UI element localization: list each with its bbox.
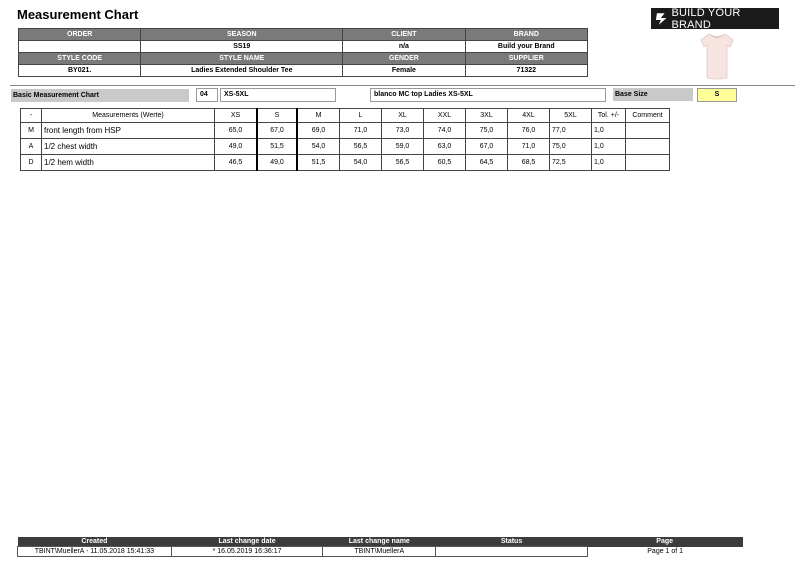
cell-xl: 56,5 [382,155,424,171]
footer-last-change-name-label: Last change name [323,537,436,547]
cell-comment [626,139,670,155]
cell-tolerance: 1,0 [592,155,626,171]
col-header-5xl: 5XL [550,109,592,123]
measurement-table [20,108,670,171]
col-header-measurement: Measurements (Werte) [42,109,215,123]
col-header-code: - [21,109,42,123]
cell-xs: 49,0 [215,139,258,155]
tshirt-thumbnail-icon [697,31,737,81]
cell-m: 51,5 [297,155,340,171]
row-code: M [21,123,42,139]
basic-chart-description-field: blanco MC top Ladies XS-5XL [370,88,606,102]
order-info-table [18,28,588,77]
season-label: SEASON [141,29,343,41]
cell-l: 54,0 [340,155,382,171]
brand-logo [651,8,779,29]
footer-created-label: Created [18,537,172,547]
col-header-comment: Comment [626,109,670,123]
order-label: ORDER [19,29,141,41]
season-value: SS19 [141,41,343,53]
cell-4xl: 68,5 [508,155,550,171]
footer-last-change-date-label: Last change date [171,537,323,547]
cell-comment [626,123,670,139]
cell-xxl: 63,0 [424,139,466,155]
cell-3xl: 67,0 [466,139,508,155]
row-measurement-name: 1/2 hem width [42,155,215,171]
col-header-s: S [257,109,297,123]
cell-m: 54,0 [297,139,340,155]
supplier-value: 71322 [465,65,587,77]
row-measurement-name: 1/2 chest width [42,139,215,155]
footer-last-change-date-value: * 16.05.2019 16:36:17 [171,547,323,557]
cell-l: 71,0 [340,123,382,139]
cell-s: 51,5 [257,139,297,155]
cell-comment [626,155,670,171]
footer-created-value: TBINT\MuellerA - 11.05.2018 15:41:33 [18,547,172,557]
cell-tolerance: 1,0 [592,139,626,155]
section-divider [10,85,795,86]
client-label: CLIENT [343,29,465,41]
style-code-label: STYLE CODE [19,53,141,65]
footer-table [17,537,743,557]
brand-logo-text: BUILD YOUR BRAND [671,6,741,31]
brand-value: Build your Brand [465,41,587,53]
footer-last-change-name-value: TBINT\MuellerA [323,547,436,557]
client-value: n/a [343,41,465,53]
cell-xxl: 74,0 [424,123,466,139]
footer-page-label: Page [587,537,742,547]
cell-5xl: 77,0 [550,123,592,139]
supplier-label: SUPPLIER [465,53,587,65]
col-header-xl: XL [382,109,424,123]
row-code: D [21,155,42,171]
cell-3xl: 75,0 [466,123,508,139]
measurement-header-row [21,109,670,123]
table-row [21,123,670,139]
cell-5xl: 72,5 [550,155,592,171]
row-code: A [21,139,42,155]
brand-logo-mark-icon [655,12,668,26]
basic-chart-range-field: XS-5XL [220,88,336,102]
col-header-xxl: XXL [424,109,466,123]
cell-xl: 59,0 [382,139,424,155]
cell-3xl: 64,5 [466,155,508,171]
col-header-l: L [340,109,382,123]
cell-4xl: 76,0 [508,123,550,139]
gender-value: Female [343,65,465,77]
style-name-value: Ladies Extended Shoulder Tee [141,65,343,77]
cell-m: 69,0 [297,123,340,139]
page-title: Measurement Chart [17,7,139,22]
gender-label: GENDER [343,53,465,65]
cell-l: 56,5 [340,139,382,155]
col-header-3xl: 3XL [466,109,508,123]
brand-label: BRAND [465,29,587,41]
style-name-label: STYLE NAME [141,53,343,65]
footer-page-value: Page 1 of 1 [647,548,684,555]
cell-4xl: 71,0 [508,139,550,155]
footer-status-value [436,547,588,557]
style-code-value: BY021. [19,65,141,77]
row-measurement-name: front length from HSP [42,123,215,139]
cell-5xl: 75,0 [550,139,592,155]
base-size-value: S [697,88,737,102]
cell-xs: 46,5 [215,155,258,171]
cell-s: 67,0 [257,123,297,139]
cell-xxl: 60,5 [424,155,466,171]
table-row [21,139,670,155]
footer-status-label: Status [436,537,588,547]
basic-chart-label: Basic Measurement Chart [11,89,189,102]
order-value [19,41,141,53]
col-header-4xl: 4XL [508,109,550,123]
col-header-m: M [297,109,340,123]
cell-tolerance: 1,0 [592,123,626,139]
cell-xs: 65,0 [215,123,258,139]
base-size-label: Base Size [613,88,693,101]
col-header-xs: XS [215,109,258,123]
col-header-tolerance: Tol. +/- [592,109,626,123]
basic-chart-number-field: 04 [196,88,218,102]
cell-s: 49,0 [257,155,297,171]
cell-xl: 73,0 [382,123,424,139]
table-row [21,155,670,171]
